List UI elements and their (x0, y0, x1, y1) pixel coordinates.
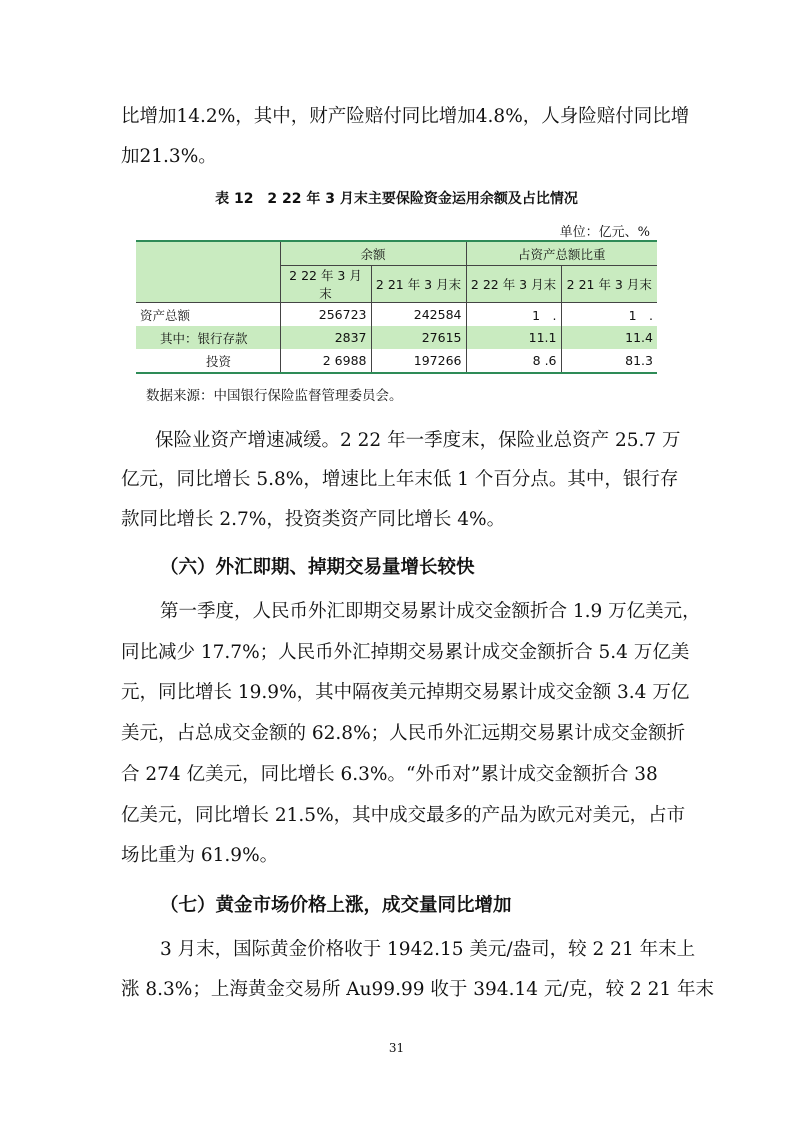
table-cell: 2837 (280, 326, 371, 349)
insurance-funds-table (136, 240, 657, 374)
text-line: 保险业资产增速减缓。2 22 年一季度末，保险业总资产 25.7 万 (155, 430, 681, 451)
table-cell: 256723 (280, 303, 371, 327)
table-row (136, 303, 657, 327)
section-heading: （六）外汇即期、掉期交易量增长较快 (160, 557, 475, 578)
text-line: 美元，占总成交金额的 62.8%；人民币外汇远期交易累计成交金额折 (121, 723, 686, 744)
text-line: 款同比增长 2.7%，投资类资产同比增长 4%。 (121, 509, 506, 530)
table-cell: 197266 (371, 349, 466, 373)
table-cell: 81.3 (561, 349, 657, 373)
row-label: 资产总额 (140, 307, 191, 323)
text-line: 元，同比增长 19.9%，其中隔夜美元掉期交易累计成交金额 3.4 万亿 (121, 682, 690, 703)
text-line: 亿美元，同比增长 21.5%，其中成交最多的产品为欧元对美元，占市 (121, 805, 686, 826)
table-unit: 单位：亿元、% (559, 225, 650, 240)
text-line: 3 月末，国际黄金价格收于 1942.15 美元/盎司，较 2 21 年末上 (160, 939, 696, 960)
table-cell: 2 6988 (280, 349, 371, 373)
table-group-header: 余额 (280, 241, 466, 266)
text-line: 合 274 亿美元，同比增长 6.3%。“外币对”累计成交金额折合 38 (121, 764, 658, 785)
table-cell: 1 . (561, 303, 657, 327)
page-number: 31 (388, 1041, 405, 1055)
table-sub-header: 2 21 年 3 月末 (561, 266, 657, 303)
text-line: 第一季度，人民币外汇即期交易累计成交金额折合 1.9 万亿美元， (160, 601, 701, 622)
table-cell: 27615 (371, 326, 466, 349)
table-source: 数据来源：中国银行保险监督管理委员会。 (146, 388, 403, 404)
table-title: 表 12 2 22 年 3 月末主要保险资金运用余额及占比情况 (215, 191, 578, 207)
table-row (136, 326, 657, 349)
text-line: 场比重为 61.9%。 (121, 845, 279, 866)
table-cell: 8 .6 (466, 349, 561, 373)
text-line: 加21.3%。 (121, 146, 217, 167)
table-sub-header: 2 21 年 3 月末 (371, 266, 466, 303)
text-line: 同比减少 17.7%；人民币外汇掉期交易累计成交金额折合 5.4 万亿美 (121, 642, 690, 663)
table-group-header: 占资产总额比重 (466, 241, 657, 266)
row-label: 其中：银行存款 (136, 326, 280, 349)
table-row (136, 349, 657, 373)
row-label: 投资 (136, 349, 280, 373)
text-line: 涨 8.3%；上海黄金交易所 Au99.99 收于 394.14 元/克，较 2 21 年末 (121, 979, 715, 1000)
table-sub-header: 2 22 年 3 月末 (280, 266, 371, 303)
table-cell: 242584 (371, 303, 466, 327)
table-cell: 11.1 (466, 326, 561, 349)
table-cell: 11.4 (561, 326, 657, 349)
section-heading: （七）黄金市场价格上涨，成交量同比增加 (160, 895, 512, 916)
text-line: 亿元，同比增长 5.8%，增速比上年末低 1 个百分点。其中，银行存 (121, 469, 679, 490)
table-sub-header: 2 22 年 3 月末 (466, 266, 561, 303)
text-line: 比增加14.2%，其中，财产险赔付同比增加4.8%，人身险赔付同比增 (121, 106, 690, 127)
table-corner-cell (136, 241, 280, 303)
table-cell: 1 . (466, 303, 561, 327)
